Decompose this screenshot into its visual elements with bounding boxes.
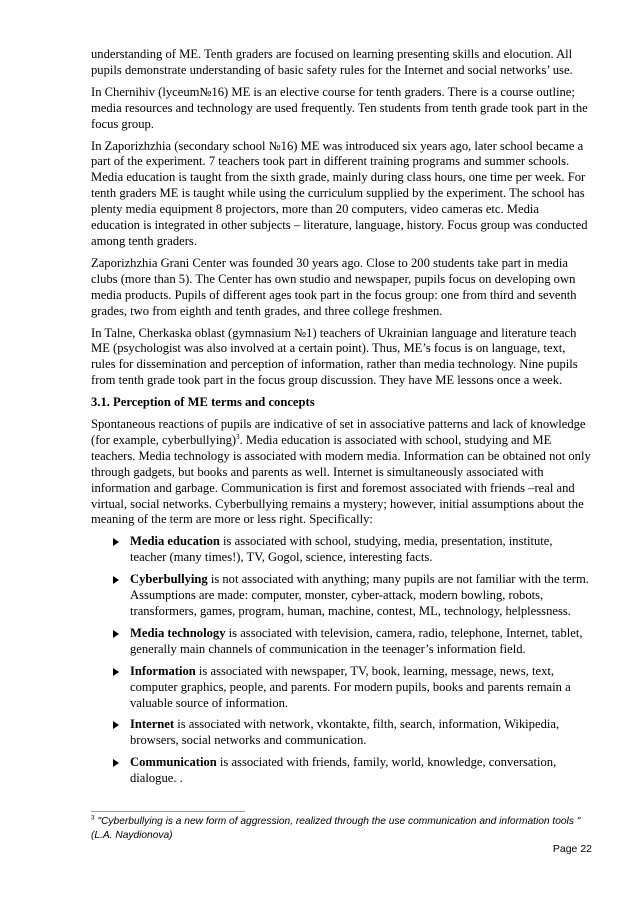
list-item (91, 626, 591, 658)
triangle-bullet-icon (113, 759, 119, 767)
list-item-term: Cyberbullying (130, 572, 208, 587)
list-item-text: is associated with friends, family, world, knowledge, conversation, dialogue. . (130, 755, 557, 786)
paragraph-talne: In Talne, Cherkaska oblast (gymnasium №1) teachers of Ukrainian language and literature teach ME (psychologist was also involved at a certain point). Thus, ME’s focus is on language, text, rules for dissemination and perception of information, rather than media technology. Nine pupils from tenth grade took part in the focus group discussion. They have ME lessons once a week. (91, 325, 578, 388)
section-heading: 3.1. Perception of ME terms and concepts (91, 395, 315, 410)
footnote-reference: 3 (236, 432, 240, 441)
section-intro-part-a: Spontaneous reactions of pupils are indicative of set in associative patterns and lack of knowledge (for example, cyberbullying) (91, 417, 586, 447)
list-item (91, 534, 591, 566)
paragraph-zaporizhzhia-school: In Zaporizhzhia (secondary school №16) ME was introduced six years ago, later school became a part of the experiment. 7 teachers took part in different training programs and summer schools. Media education is taught from the sixth grade, mainly during class hours, one time per week. For tenth graders ME is taught while using the curriculum supplied by the experiment. The school has plenty media equipment 8 projectors, more than 20 computers, video cameras etc. Media education is integrated in other subjects – literature, language, history. Focus group was conducted among tenth graders. (91, 138, 588, 248)
list-item-term: Internet (130, 717, 175, 732)
list-item (91, 717, 591, 749)
triangle-bullet-icon (113, 576, 119, 584)
paragraph-grani-center: Zaporizhzhia Grani Center was founded 30 years ago. Close to 200 students take part in media clubs (more than 5). The Center has own studio and newspaper, pupils focus on developing own media products. Pupils of different ages took part in the focus group: one from third and seventh grades, two from eighth and tenth grades, and three college freshmen. (91, 255, 577, 318)
paragraph-intro: understanding of ME. Tenth graders are focused on learning presenting skills and elocution. All pupils demonstrate understanding of basic safety rules for the Internet and social networks’ use. (91, 47, 573, 77)
paragraph-chernihiv: In Chernihiv (lyceum№16) ME is an elective course for tenth graders. There is a course outline; media resources and technology are used frequently. Ten students from tenth grade took part in the focus group. (91, 84, 588, 131)
list-item-text: is associated with television, camera, radio, telephone, Internet, tablet, generally main channels of communication in the teenager’s information field. (130, 625, 583, 656)
footnote-divider (91, 811, 245, 812)
triangle-bullet-icon (113, 668, 119, 676)
triangle-bullet-icon (113, 721, 119, 729)
body-text (91, 47, 591, 793)
list-item (91, 755, 591, 787)
footnote (91, 815, 591, 843)
triangle-bullet-icon (113, 538, 119, 546)
footnote-number: 3 (91, 814, 95, 822)
list-item-text: is not associated with anything; many pupils are not familiar with the term. Assumptions are made: computer, monster, cyber-attack, modern bowling, robots, transformers, games, program, human, machine, contest, ML, technology, helplessness. (130, 572, 589, 618)
list-item-term: Communication (130, 755, 217, 770)
section-intro (91, 417, 591, 528)
page-number: Page 22 (552, 843, 592, 855)
list-item-term: Information (130, 663, 196, 678)
list-item (91, 664, 591, 712)
triangle-bullet-icon (113, 630, 119, 638)
footnote-text: "Cyberbullying is a new form of aggression, realized through the use communication and information tools "(L.A. Naydionova) (91, 816, 581, 841)
list-item-text: is associated with school, studying, media, presentation, institute, teacher (many times!), TV, Gogol, science, interesting facts. (130, 534, 553, 565)
list-item-term: Media education (130, 534, 220, 549)
list-item-text: is associated with newspaper, TV, book, learning, message, news, text, computer graphics, people, and parents. For modern pupils, books and parents remain a valuable source of information. (130, 663, 571, 710)
list-item-term: Media technology (130, 625, 226, 640)
list-item (91, 572, 591, 620)
section-intro-part-b: . Media education is associated with school, studying and ME teachers. Media technology is associated with modern media. Information can be obtained not only through gadgets, but books and parents as well. Internet is simultaneously associated with information and garbage. Communication is first and foremost associated with friends –real and virtual, social networks. Cyberbullying remains a mystery; however, initial assumptions about the meaning of the term are more or less right. Specifically: (91, 432, 591, 527)
associations-list (91, 534, 591, 787)
list-item-text: is associated with network, vkontakte, filth, search, information, Wikipedia, browsers, social networks and communication. (130, 717, 560, 748)
